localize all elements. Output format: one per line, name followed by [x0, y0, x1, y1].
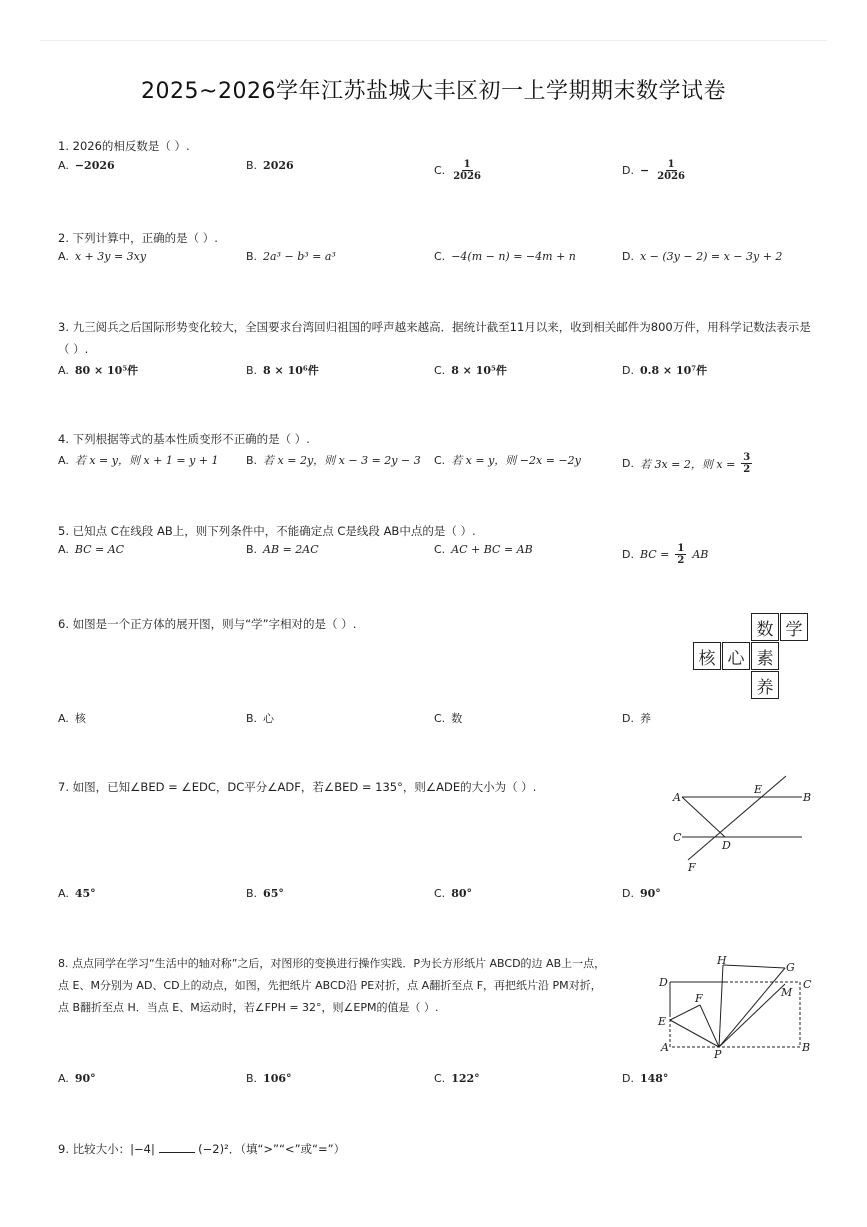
folded-rectangle-figure [655, 950, 820, 1065]
option-c[interactable]: C. 122° [434, 1072, 480, 1085]
option-c[interactable]: C. $\frac{1}{2026}$ [434, 159, 482, 182]
question-stem-line: 8. 点点同学在学习“生活中的轴对称”之后，对图形的变换进行操作实践．P为长方形纸片 ABCD的边 AB上一点， [58, 957, 606, 970]
fraction: $\frac{3}{2}$ [743, 452, 751, 475]
label-f: F [695, 992, 703, 1005]
label-g: G [786, 961, 795, 974]
label-c: C [803, 978, 812, 991]
label-c: C [673, 831, 682, 844]
option-a[interactable]: A. −2026 [58, 159, 115, 172]
option-c[interactable]: C. −4(m − n) = −4m + n [434, 250, 576, 263]
option-a[interactable]: A. 80 × 10⁵件 [58, 363, 139, 377]
option-b[interactable]: B. 65° [246, 887, 284, 900]
label-h: H [717, 954, 727, 967]
question-stem: 4. 下列根据等式的基本性质变形不正确的是（ ）. [58, 432, 310, 446]
option-b[interactable]: B. AB = 2AC [246, 543, 319, 556]
question-5 [58, 520, 818, 542]
option-a[interactable]: A. 90° [58, 1072, 96, 1085]
net-cell: 养 [751, 671, 779, 699]
option-d[interactable]: D. 148° [622, 1072, 669, 1085]
option-b[interactable]: B. 2026 [246, 159, 294, 172]
fraction: $\frac{1}{2026}$ [453, 159, 482, 182]
line-ad [682, 797, 725, 837]
question-3 [58, 316, 813, 360]
option-c[interactable]: C. 80° [434, 887, 472, 900]
question-1-options [58, 159, 818, 183]
option-c[interactable]: C. AC + BC = AB [434, 543, 533, 556]
question-4 [58, 428, 818, 450]
net-cell: 学 [780, 613, 808, 641]
label-p: P [714, 1048, 722, 1061]
question-stem: 6. 如图是一个正方体的展开图，则与“学”字相对的是（ ）. [58, 617, 357, 631]
cube-net-figure [693, 613, 810, 701]
question-7-options [58, 887, 818, 911]
label-m: M [781, 986, 793, 999]
option-c[interactable]: C. 数 [434, 711, 463, 725]
question-6-options [58, 710, 818, 734]
option-a[interactable]: A. BC = AC [58, 543, 125, 556]
label-d: D [722, 839, 731, 852]
net-cell: 心 [722, 642, 750, 670]
option-d[interactable]: D. x − (3y − 2) = x − 3y + 2 [622, 250, 783, 263]
top-rule [40, 40, 827, 41]
option-a[interactable]: A. 45° [58, 887, 96, 900]
option-a[interactable]: A. 若 x = y，则 x + 1 = y + 1 [58, 453, 219, 467]
option-d[interactable]: D. BC = $\frac{1}{2}$ AB [622, 543, 709, 566]
option-d[interactable]: D. 0.8 × 10⁷件 [622, 363, 708, 377]
label-d: D [659, 976, 668, 989]
question-8-options [58, 1072, 818, 1096]
fraction: $\frac{1}{2}$ [677, 543, 685, 566]
label-b: B [803, 791, 812, 804]
question-4-options [58, 452, 818, 476]
option-a[interactable]: A. x + 3y = 3xy [58, 250, 147, 263]
question-2 [58, 227, 818, 249]
question-7 [58, 776, 658, 798]
option-b[interactable]: B. 心 [246, 711, 275, 725]
question-stem: 2. 下列计算中，正确的是（ ）. [58, 231, 218, 245]
net-cell: 数 [751, 613, 779, 641]
question-stem: (−2)²．（填“>”“<”或“=”） [198, 1142, 346, 1156]
option-b[interactable]: B. 106° [246, 1072, 292, 1085]
option-b[interactable]: B. 2a³ − b³ = a³ [246, 250, 336, 263]
option-c[interactable]: C. 若 x = y，则 −2x = −2y [434, 453, 581, 467]
question-stem: 1. 2026的相反数是（ ）. [58, 139, 190, 153]
question-stem: 7. 如图，已知∠BED = ∠EDC，DC平分∠ADF，若∠BED = 135°，则∠ADE的大小为（ ）. [58, 780, 537, 794]
page-title: 2025~2026学年江苏盐城大丰区初一上学期期末数学试卷 [141, 79, 726, 104]
option-a[interactable]: A. 核 [58, 711, 86, 725]
label-e: E [658, 1015, 667, 1028]
question-1 [58, 135, 818, 157]
net-cell: 素 [751, 642, 779, 670]
question-stem-line: 点 B翻折至点 H．当点 E、M运动时，若∠FPH = 32°，则∠EPM的值是（ ）. [58, 1001, 439, 1014]
question-5-options [58, 543, 818, 567]
net-cell: 核 [693, 642, 721, 670]
option-b[interactable]: B. 8 × 10⁶件 [246, 363, 319, 377]
label-b: B [802, 1041, 811, 1054]
line-fe [688, 776, 786, 860]
label-a: A [661, 1041, 669, 1054]
option-d[interactable]: D. 养 [622, 711, 651, 725]
option-d[interactable]: D. 若 3x = 2，则 x = $\frac{3}{2}$ [622, 452, 751, 475]
option-d[interactable]: D. − $\frac{1}{2026}$ [622, 159, 686, 182]
parallel-lines-figure [670, 770, 820, 880]
question-3-options [58, 362, 818, 386]
question-stem: 3. 九三阅兵之后国际形势变化较大，全国要求台湾回归祖国的呼声越来越高．据统计截至11月以来，收到相关邮件为800万件，用科学记数法表示是（ ）. [58, 320, 811, 356]
label-e: E [754, 783, 763, 796]
option-b[interactable]: B. 若 x = 2y，则 x − 3 = 2y − 3 [246, 453, 421, 467]
option-c[interactable]: C. 8 × 10⁵件 [434, 363, 507, 377]
label-f: F [688, 861, 696, 874]
question-stem-line: 点 E、M分别为 AD、CD上的动点，如图，先把纸片 ABCD沿 PE对折，点 A翻折至点 F，再把纸片沿 PM对折， [58, 979, 602, 992]
question-2-options [58, 250, 818, 274]
question-9 [58, 1138, 818, 1160]
answer-blank[interactable] [159, 1140, 195, 1153]
label-a: A [673, 791, 681, 804]
question-stem: 5. 已知点 C在线段 AB上，则下列条件中，不能确定点 C是线段 AB中点的是（ ）. [58, 524, 476, 538]
question-stem: 9. 比较大小：|−4| [58, 1142, 155, 1156]
option-d[interactable]: D. 90° [622, 887, 661, 900]
question-8 [58, 953, 648, 1019]
fraction: $\frac{1}{2026}$ [657, 159, 686, 182]
